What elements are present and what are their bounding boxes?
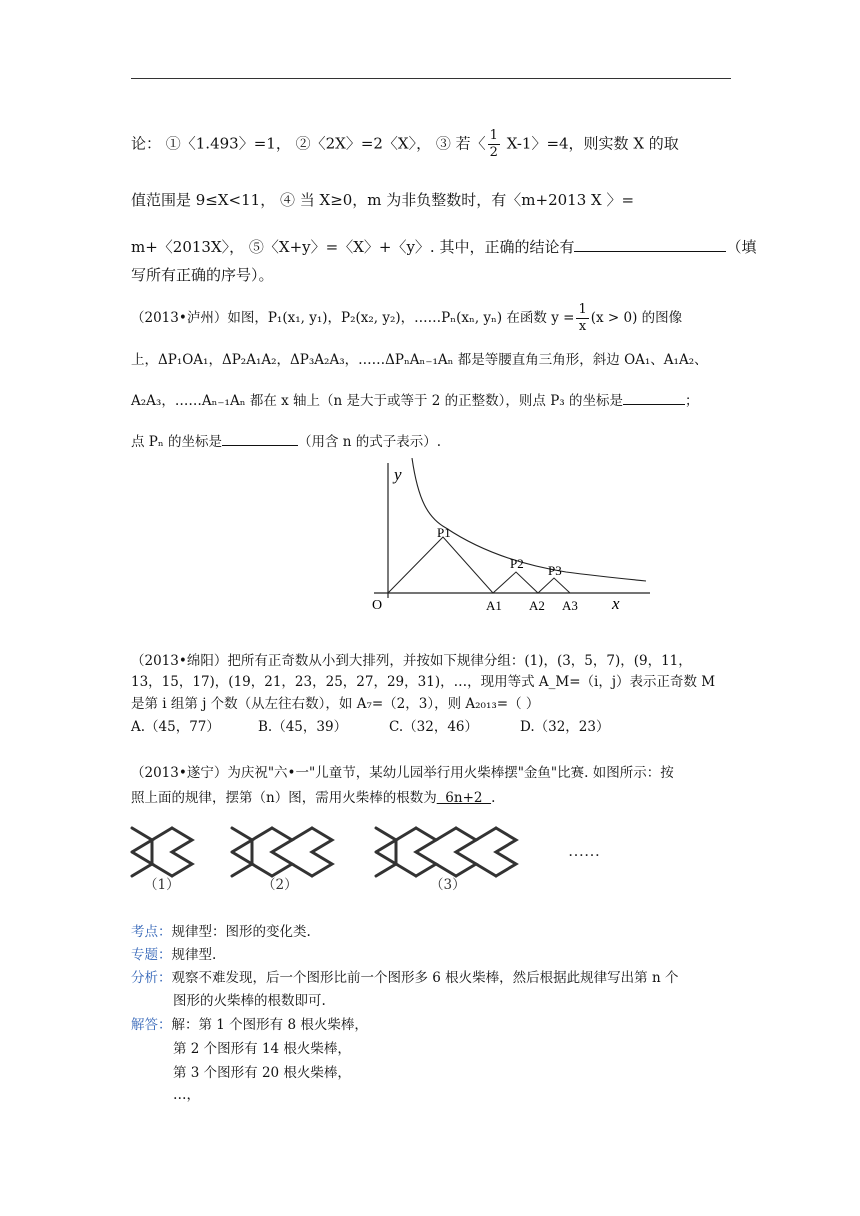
- a2-label: A2: [529, 598, 545, 613]
- y-axis-label: y: [394, 465, 402, 484]
- problem4-line2: 照上面的规律，摆第（n）图，需用火柴棒的根数为 6n+2 .: [131, 790, 496, 806]
- p2-label: P2: [510, 556, 524, 571]
- hyperbola-curve: [412, 458, 646, 581]
- fig-label-2: （2）: [262, 877, 298, 893]
- kaodian-row: 考点：规律型：图形的变化类.: [131, 924, 311, 940]
- matchstick-figures: [128, 812, 648, 894]
- x-axis-label: x: [612, 594, 620, 613]
- problem1-line1: 论： ①〈1.493〉=1， ②〈2X〉=2〈X〉， ③ 若〈 $\frac{1}{2}$ X-1〉=4，则实数 X 的取: [131, 128, 679, 160]
- kaodian-label: 考点：: [131, 924, 172, 940]
- jieda-row-3: 第 3 个图形有 20 根火柴棒，: [173, 1065, 351, 1081]
- problem2-line3: A₂A₃，……Aₙ₋₁Aₙ 都在 x 轴上（n 是大于或等于 2 的正整数），则点 P₃ 的坐标是 ；: [131, 389, 699, 409]
- answer-blank-p3: [623, 391, 685, 406]
- zhuanti-row: 专题：规律型.: [131, 947, 217, 963]
- problem3-line1: （2013•绵阳）把所有正奇数从小到大排列，并按如下规律分组：(1)，(3，5，7)，(9，11，: [131, 653, 692, 669]
- problem1-line3: m+〈2013X〉， ⑤〈X+y〉=〈X〉+〈y〉. 其中，正确的结论有 （填: [131, 238, 757, 256]
- fenxi-row-2: 图形的火柴棒的根数即可.: [173, 993, 326, 1009]
- problem2-line4: 点 Pₙ 的坐标是 （用含 n 的式子表示）.: [131, 430, 441, 450]
- problem3-option-c: C.（32，46）: [389, 719, 478, 735]
- problem3-option-d: D.（32，23）: [520, 719, 610, 735]
- problem3-option-b: B.（45，39）: [258, 719, 348, 735]
- fenxi-row: 分析：观察不难发现，后一个图形比前一个图形多 6 根火柴棒，然后根据此规律写出第 n 个: [131, 970, 679, 986]
- figure-ellipsis: ……: [568, 843, 600, 860]
- fraction-half: $\frac{1}{2}$: [489, 128, 498, 160]
- fish-figure-1: [132, 828, 192, 876]
- problem1-line2: 值范围是 9≤X<11， ④ 当 X≥0，m 为非负整数时，有〈m+2013 X 〉=: [131, 191, 635, 209]
- problem4-line1: （2013•遂宁）为庆祝"六•一"儿童节，某幼儿园举行用火柴棒摆"金鱼"比赛. 如图所示：按: [131, 765, 674, 781]
- fig-label-1: （1）: [144, 877, 180, 893]
- problem2-line1: （2013•泸州）如图，P₁(x₁, y₁)，P₂(x₂, y₂)，……Pₙ(xₙ, yₙ) 在函数 y = $\frac{1}{x}$ (x > 0) 的图像: [131, 302, 683, 334]
- problem3-option-a: A.（45，77）: [131, 719, 220, 735]
- a1-label: A1: [486, 598, 502, 613]
- fenxi-label: 分析：: [131, 970, 172, 986]
- fish-figure-2: [232, 828, 332, 876]
- p3-label: P3: [548, 563, 562, 578]
- jieda-row-4: …，: [173, 1087, 200, 1103]
- p1-label: P1: [437, 525, 451, 540]
- problem3-line2: 13，15，17)，(19，21，23，25，27，29，31)，…，现用等式 A_M=（i，j）表示正奇数 M: [131, 674, 716, 690]
- jieda-row-2: 第 2 个图形有 14 根火柴棒，: [173, 1041, 351, 1057]
- answer-blank-pn: [222, 432, 298, 447]
- fig-label-3: （3）: [430, 877, 466, 893]
- answer-blank: [574, 236, 726, 252]
- triangle-chain: [388, 537, 570, 593]
- a3-label: A3: [562, 598, 578, 613]
- hyperbola-graph: [366, 458, 656, 618]
- fraction-one-over-x: $\frac{1}{x}$: [578, 302, 587, 334]
- zhuanti-label: 专题：: [131, 947, 172, 963]
- problem3-line3: 是第 i 组第 j 个数（从左往右数），如 A₇=（2，3），则 A₂₀₁₃=（ ）: [131, 696, 540, 712]
- origin-label: O: [372, 598, 383, 613]
- jieda-label: 解答：: [131, 1017, 172, 1033]
- problem2-line2: 上，ΔP₁OA₁，ΔP₂A₁A₂，ΔP₃A₂A₃，……ΔPₙAₙ₋₁Aₙ 都是等腰直角三角形，斜边 OA₁、A₁A₂、: [131, 352, 708, 368]
- fish-figure-3: [376, 828, 516, 876]
- jieda-row: 解答：解：第 1 个图形有 8 根火柴棒，: [131, 1017, 368, 1033]
- problem1-line4: 写所有正确的序号）。: [131, 266, 274, 284]
- header-rule: [131, 78, 731, 79]
- problem4-answer: 6n+2: [436, 790, 492, 806]
